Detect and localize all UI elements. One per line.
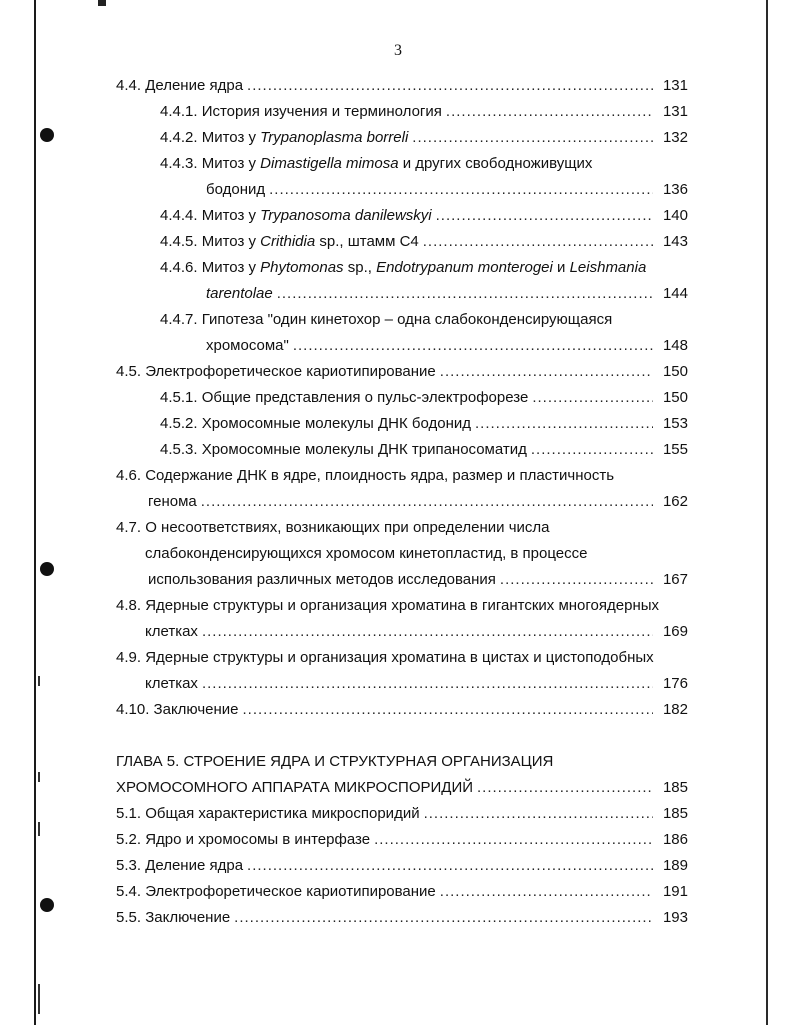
toc-entry: 4.5.2. Хромосомные молекулы ДНК бодонид ..... 153 xyxy=(160,413,688,435)
toc-entry: 4.5.3. Хромосомные молекулы ДНК трипаносоматид ..... 155 xyxy=(160,439,688,461)
toc-entry: 4.4.4. Митоз у Trypanosoma danilewskyi ..... 140 xyxy=(160,205,688,227)
toc-entry-first-line: 4.8. Ядерные структуры и организация хроматина в гигантских многоядерных xyxy=(116,597,660,614)
toc-entry: 4.10. Заключение ..... 182 xyxy=(116,699,688,721)
toc-entry: 5.4. Электрофоретическое кариотипирование ..... 191 xyxy=(116,881,688,903)
toc-entry: 4.4. Деление ядра ..... 131 xyxy=(116,75,688,97)
binder-hole-mark xyxy=(40,562,54,576)
toc-entry: 4.5. Электрофоретическое кариотипирование ..... 150 xyxy=(116,361,688,383)
chapter-heading-entry: ХРОМОСОМНОГО АППАРАТА МИКРОСПОРИДИЙ ..... 185 xyxy=(116,777,688,799)
page-number: 3 xyxy=(394,42,402,59)
toc-entry-first-line: 4.6. Содержание ДНК в ядре, плоидность ядра, размер и пластичность xyxy=(116,467,615,484)
toc-entry: клетках ..... 169 xyxy=(145,621,688,643)
toc-entry: бодонид ..... 136 xyxy=(206,179,688,201)
toc-entry: 4.4.5. Митоз у Crithidia sp., штамм С4 ..... 143 xyxy=(160,231,688,253)
toc-entry-first-line: 4.9. Ядерные структуры и организация хроматина в цистах и цистоподобных xyxy=(116,649,654,666)
scan-tick xyxy=(38,772,40,782)
binder-hole-mark xyxy=(40,898,54,912)
scan-top-mark xyxy=(98,0,106,6)
toc-entry: клетках ..... 176 xyxy=(145,673,688,695)
toc-entry: 4.5.1. Общие представления о пульс-электрофорезе ..... 150 xyxy=(160,387,688,409)
toc-entry: использования различных методов исследования ..... 167 xyxy=(148,569,688,591)
scan-tick xyxy=(38,822,40,836)
toc-entry-middle-line: слабоконденсирующихся хромосом кинетопластид, в процессе xyxy=(145,545,588,562)
toc-entry-first-line: 4.4.7. Гипотеза "один кинетохор – одна слабоконденсирующаяся xyxy=(160,311,613,328)
scan-left-edge xyxy=(34,0,36,1025)
toc-entry: 5.5. Заключение ..... 193 xyxy=(116,907,688,929)
toc-entry: tarentolae ..... 144 xyxy=(206,283,688,305)
toc-entry: 5.1. Общая характеристика микроспоридий ..... 185 xyxy=(116,803,688,825)
toc-entry: 4.4.1. История изучения и терминология ..... 131 xyxy=(160,101,688,123)
scan-tick xyxy=(38,984,40,1014)
scan-right-edge xyxy=(766,0,768,1025)
toc-entry: 5.2. Ядро и хромосомы в интерфазе ..... 186 xyxy=(116,829,688,851)
toc-entry: 4.4.2. Митоз у Trypanoplasma borreli ..... 132 xyxy=(160,127,688,149)
toc-entry: 5.3. Деление ядра ..... 189 xyxy=(116,855,688,877)
toc-entry: генома ..... 162 xyxy=(148,491,688,513)
binder-hole-mark xyxy=(40,128,54,142)
chapter-heading: ГЛАВА 5. СТРОЕНИЕ ЯДРА И СТРУКТУРНАЯ ОРГАНИЗАЦИЯ xyxy=(116,753,554,770)
toc-entry-first-line: 4.4.6. Митоз у Phytomonas sp., Endotrypanum monterogei и Leishmania xyxy=(160,259,647,276)
toc-entry-first-line: 4.4.3. Митоз у Dimastigella mimosa и других свободноживущих xyxy=(160,155,593,172)
scan-tick xyxy=(38,676,40,686)
toc-entry: хромосома" ..... 148 xyxy=(206,335,688,357)
toc-entry-first-line: 4.7. О несоответствиях, возникающих при определении числа xyxy=(116,519,550,536)
